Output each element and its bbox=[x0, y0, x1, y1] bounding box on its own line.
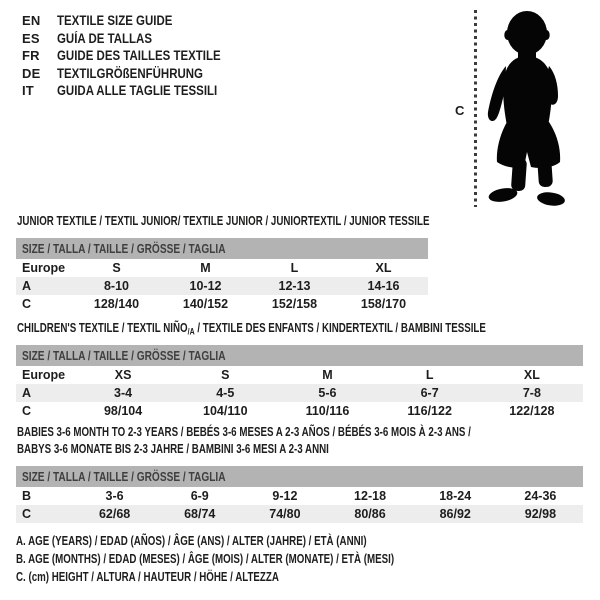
table-row bbox=[16, 259, 428, 277]
section-title-text bbox=[17, 441, 329, 458]
language-row bbox=[22, 30, 250, 48]
section-title-line bbox=[17, 441, 583, 458]
table-row bbox=[16, 295, 428, 313]
table-cell: L bbox=[425, 368, 434, 382]
height-measure-label: C bbox=[455, 103, 465, 118]
table-cell: 92/98 bbox=[498, 505, 583, 523]
table-cell: 6-9 bbox=[190, 489, 209, 503]
language-row bbox=[22, 12, 250, 30]
section-title-line bbox=[17, 424, 583, 441]
section-title-line bbox=[17, 320, 583, 337]
table-cell: XL bbox=[375, 261, 392, 275]
table-cell: S bbox=[221, 368, 230, 382]
size-header-row bbox=[16, 238, 428, 259]
table-cell: 9-12 bbox=[272, 489, 298, 503]
language-code: ES bbox=[22, 30, 40, 46]
title-fragment: JUNIOR TEXTILE / TEXTIL JUNIOR/ TEXTILE JUNIOR / JUNIORTEXTIL / JUNIOR TESSILE bbox=[17, 214, 430, 228]
language-code: IT bbox=[22, 83, 34, 99]
legend bbox=[16, 534, 501, 588]
table-row bbox=[16, 505, 583, 523]
language-row bbox=[22, 65, 250, 83]
size-header-cell bbox=[16, 466, 583, 487]
table-row bbox=[16, 487, 583, 505]
legend-line bbox=[16, 552, 501, 570]
legend-text: C. (cm) HEIGHT / ALTURA / HAUTEUR / HÖHE / ALTEZZA bbox=[16, 570, 279, 584]
table-cell: 152/158 bbox=[271, 297, 318, 311]
table-cell: 158/170 bbox=[360, 297, 407, 311]
table-cell: 4-5 bbox=[174, 384, 276, 402]
table-cell: 80/86 bbox=[327, 505, 412, 523]
junior-textile-title bbox=[16, 213, 428, 230]
table-cell: 5-6 bbox=[276, 384, 378, 402]
table-cell: 62/68 bbox=[72, 505, 157, 523]
table-cell: 68/74 bbox=[157, 505, 242, 523]
row-label: B bbox=[22, 489, 32, 503]
section-title-text bbox=[17, 320, 486, 341]
row-label: Europe bbox=[22, 261, 66, 275]
legend-line bbox=[16, 570, 501, 588]
row-label: Europe bbox=[22, 368, 66, 382]
section-title-text bbox=[17, 424, 471, 441]
legend-text: A. AGE (YEARS) / EDAD (AÑOS) / ÂGE (ANS) / ALTER (JAHRE) / ETÀ (ANNI) bbox=[16, 534, 367, 548]
table-cell: 7-8 bbox=[481, 384, 583, 402]
row-label: C bbox=[22, 297, 32, 311]
language-title: TEXTILGRÖßENFÜHRUNG bbox=[57, 65, 203, 81]
section-title-text bbox=[17, 213, 429, 230]
table-row bbox=[16, 366, 583, 384]
table-cell: 3-6 bbox=[105, 489, 124, 503]
childrens-textile-section bbox=[16, 320, 583, 420]
table-cell: 24-36 bbox=[524, 489, 557, 503]
table-cell: 128/140 bbox=[93, 297, 140, 311]
babies-size-table bbox=[16, 466, 583, 523]
title-fragment: BABYS 3-6 MONATE BIS 2-3 JAHRE / BAMBINI 3-6 MESI A 2-3 ANNI bbox=[17, 442, 329, 456]
table-cell: 10-12 bbox=[161, 277, 250, 295]
language-code: FR bbox=[22, 48, 40, 64]
junior-size-table bbox=[16, 238, 428, 313]
table-cell: 3-4 bbox=[72, 384, 174, 402]
size-header-text: SIZE / TALLA / TAILLE / GRÖSSE / TAGLIA bbox=[22, 469, 226, 484]
language-title: TEXTILE SIZE GUIDE bbox=[57, 13, 173, 29]
row-label: A bbox=[16, 384, 72, 402]
table-cell: XL bbox=[523, 368, 540, 382]
table-cell: XS bbox=[114, 368, 132, 382]
table-cell: M bbox=[322, 368, 333, 382]
row-label: A bbox=[16, 277, 72, 295]
table-cell: 74/80 bbox=[242, 505, 327, 523]
table-cell: 140/152 bbox=[182, 297, 229, 311]
title-fragment: CHILDREN'S TEXTILE / TEXTIL NIÑO bbox=[17, 321, 188, 335]
language-row bbox=[22, 47, 250, 65]
height-measure-dotted-line bbox=[474, 10, 477, 207]
table-cell: 14-16 bbox=[339, 277, 428, 295]
legend-line bbox=[16, 534, 501, 552]
childrens-size-table bbox=[16, 345, 583, 420]
table-cell: 18-24 bbox=[439, 489, 472, 503]
table-cell: 116/122 bbox=[407, 404, 452, 418]
table-cell: 104/110 bbox=[203, 404, 248, 418]
table-row bbox=[16, 402, 583, 420]
table-cell: 12-13 bbox=[250, 277, 339, 295]
language-code: DE bbox=[22, 65, 41, 81]
table-cell: 86/92 bbox=[413, 505, 498, 523]
table-cell: 6-7 bbox=[379, 384, 481, 402]
legend-text: B. AGE (MONTHS) / EDAD (MESES) / ÂGE (MOIS) / ALTER (MONATE) / ETÀ (MESI) bbox=[16, 552, 395, 566]
size-header-text: SIZE / TALLA / TAILLE / GRÖSSE / TAGLIA bbox=[22, 241, 226, 256]
size-header-cell bbox=[16, 345, 583, 366]
baby-silhouette-icon bbox=[487, 8, 575, 210]
size-header-cell bbox=[16, 238, 428, 259]
language-row bbox=[22, 82, 250, 100]
childrens-textile-title bbox=[16, 320, 583, 337]
language-code: EN bbox=[22, 13, 41, 29]
size-header-text: SIZE / TALLA / TAILLE / GRÖSSE / TAGLIA bbox=[22, 348, 226, 363]
babies-textile-title bbox=[16, 424, 583, 458]
table-cell: M bbox=[200, 261, 211, 275]
title-fragment: BABIES 3-6 MONTH TO 2-3 YEARS / BEBÉS 3-6 MESES A 2-3 AÑOS / BÉBÉS 3-6 MOIS À 2-3 ANS / bbox=[17, 425, 471, 439]
table-row bbox=[16, 384, 583, 402]
junior-textile-section bbox=[16, 213, 428, 313]
babies-textile-section bbox=[16, 424, 583, 523]
table-cell: 110/116 bbox=[305, 404, 350, 418]
title-fragment: / TEXTILE DES ENFANTS / KINDERTEXTIL / BAMBINI TESSILE bbox=[194, 321, 486, 335]
table-cell: 8-10 bbox=[72, 277, 161, 295]
language-title: GUÍA DE TALLAS bbox=[57, 30, 152, 46]
language-title: GUIDA ALLE TAGLIE TESSILI bbox=[57, 83, 218, 99]
row-label: C bbox=[16, 505, 72, 523]
title-fragment: /A bbox=[187, 326, 195, 337]
table-row bbox=[16, 277, 428, 295]
row-label: C bbox=[22, 404, 32, 418]
table-cell: 122/128 bbox=[509, 404, 555, 418]
table-cell: S bbox=[112, 261, 121, 275]
language-list bbox=[22, 12, 250, 100]
table-cell: 12-18 bbox=[354, 489, 387, 503]
size-header-row bbox=[16, 466, 583, 487]
language-title: GUIDE DES TAILLES TEXTILE bbox=[57, 48, 221, 64]
table-cell: 98/104 bbox=[103, 404, 143, 418]
size-header-row bbox=[16, 345, 583, 366]
section-title-line bbox=[17, 213, 428, 230]
table-cell: L bbox=[290, 261, 299, 275]
